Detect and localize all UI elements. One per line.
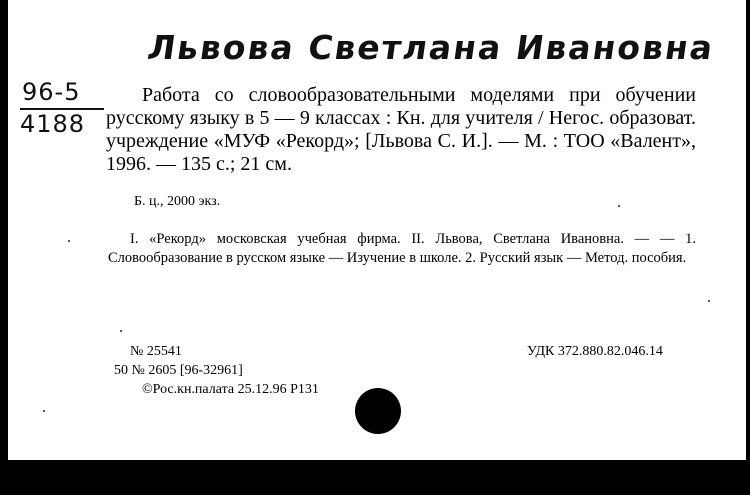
price-and-print-run: Б. ц., 2000 экз. [134,194,221,209]
bibliographic-description: Работа со словообразовательными моделями при обучении русскому языку в 5 — 9 классах : Кн. для учителя / Негос. образоват. учреждение «МУФ «Рекорд»; [Львова С. И.]. — М. : ТОО «Валент», 1996. — 135 с.; 21 см. [106,84,696,175]
punch-hole [355,388,401,434]
subject-tracings: I. «Рекорд» московская учебная фирма. II. Львова, Светлана Ивановна. — — 1. Словообразование в русском языке — Изучение в школе. 2. Русский язык — Метод. пособия. [108,231,696,266]
card-number: № 25541 [130,344,182,359]
dust-speck [120,330,122,332]
dust-speck [708,300,710,302]
catalog-card [6,0,746,460]
handwritten-shelf-code-bottom: 4188 [20,110,86,138]
order-number: 50 № 2605 [96-32961] [114,363,243,378]
dust-speck [618,205,620,207]
dust-speck [43,410,45,412]
dust-speck [68,240,70,242]
handwritten-shelf-code-top: 96-5 [22,78,81,106]
chamber-copyright: ©Рос.кн.палата 25.12.96 Р131 [142,382,319,397]
handwritten-author-name: Львова Светлана Ивановна [145,28,718,67]
udk-classification: УДК 372.880.82.046.14 [527,344,663,359]
